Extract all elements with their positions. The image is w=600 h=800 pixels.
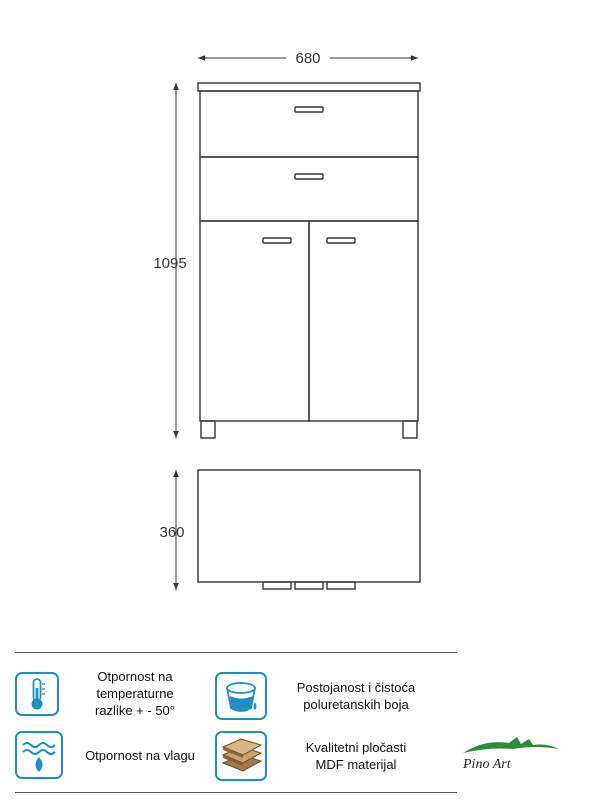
divider-bottom	[15, 792, 457, 793]
top-handle-1	[263, 582, 291, 589]
mdf-boards-icon	[215, 731, 267, 781]
feature-mdf-text	[267, 739, 445, 773]
handle-drawer-bottom	[295, 174, 323, 179]
leg-right	[403, 421, 417, 438]
drawer-top	[200, 91, 418, 157]
handle-door-right	[327, 238, 355, 243]
height-dimension	[153, 83, 186, 438]
handle-drawer-top	[295, 107, 323, 112]
front-view	[198, 83, 420, 438]
door-left	[200, 221, 309, 421]
door-right	[309, 221, 418, 421]
feature-mdf	[215, 731, 445, 781]
pino-art-logo	[455, 735, 565, 775]
feature-line: Kvalitetni pločasti	[305, 740, 407, 755]
feature-temperature	[15, 668, 211, 719]
feature-line: MDF materijal	[315, 757, 397, 772]
depth-dimension	[159, 470, 184, 590]
countertop	[198, 83, 420, 91]
width-dimension	[198, 48, 418, 68]
feature-line: razlike + - 50°	[95, 703, 175, 718]
feature-moisture	[15, 731, 217, 779]
top-view	[198, 470, 420, 589]
feature-line: temperaturne	[96, 686, 174, 701]
feature-line: Otpornost na vlagu	[85, 747, 195, 763]
feature-paint	[215, 672, 445, 720]
feature-line: Postojanost i čistoća	[296, 680, 416, 695]
width-label: 680	[295, 50, 321, 67]
divider-top	[15, 652, 457, 653]
water-drop-icon	[15, 731, 63, 779]
leg-left	[201, 421, 215, 438]
feature-moisture-text	[63, 747, 217, 764]
top-outline	[198, 470, 420, 582]
logo-text: Pino Art	[463, 757, 511, 772]
drawer-bottom	[200, 157, 418, 221]
top-handle-3	[327, 582, 355, 589]
depth-label: 360	[159, 524, 185, 541]
height-label: 1095	[153, 255, 187, 272]
feature-paint-text	[267, 679, 445, 713]
feature-line: Otpornost na	[97, 669, 173, 684]
feature-line: poluretanskih boja	[303, 697, 409, 712]
top-handle-2	[295, 582, 323, 589]
handle-door-left	[263, 238, 291, 243]
thermometer-icon	[15, 672, 59, 716]
paint-bucket-icon	[215, 672, 267, 720]
feature-temperature-text	[59, 668, 211, 719]
